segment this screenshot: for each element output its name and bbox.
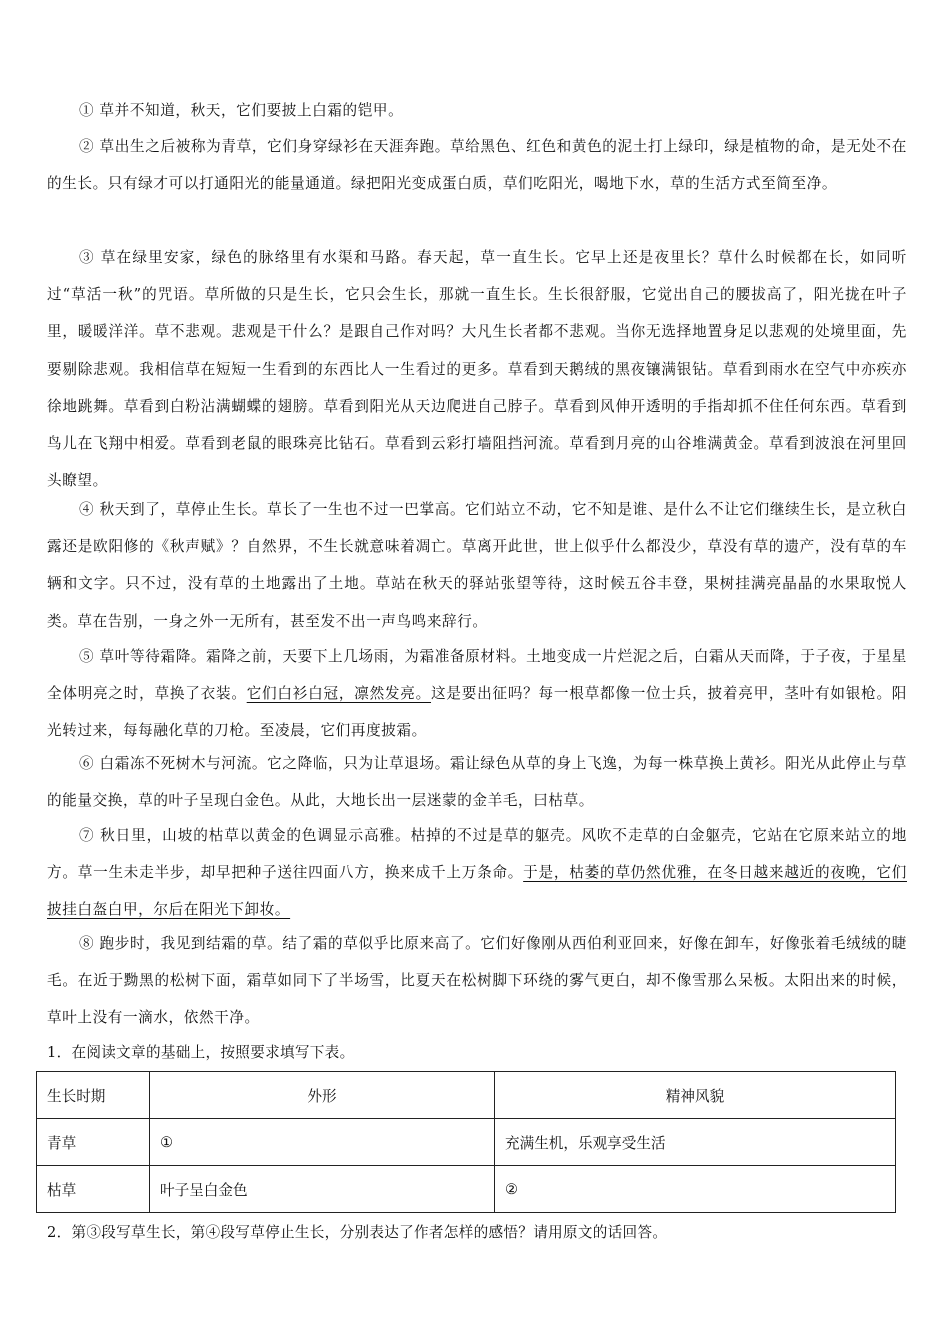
question-1: 1．在阅读文章的基础上，按照要求填写下表。 bbox=[47, 1044, 355, 1061]
paragraph-6: ⑥ 白霜冻不死树木与河流。它之降临，只为让草退场。霜让绿色从草的身上飞逸，为每一株草换上黄衫。阳光从此停止与草的能量交换，草的叶子呈现白金色。从此，大地长出一层迷蒙的金羊毛，曰枯草。 bbox=[47, 755, 907, 810]
paragraph-7-text-a: ⑦ 秋日里，山坡的枯草以黄金的色调显示高雅。枯掉的不过是草的躯壳。风吹不走草的白金躯壳，它站在它原来站立的地方。草一生未走半步，却早把种子送往四面八方，换来成千上万条命。 bbox=[47, 827, 907, 882]
paragraph-5-text-b: 这是要出征吗？每一根草都像一位士兵，披着亮甲，茎叶有如银枪。阳光转过来，每每融化草的刀枪。至凌晨，它们再度披霜。 bbox=[47, 685, 908, 740]
answer-table bbox=[36, 1071, 896, 1213]
table-cell-blank-2[interactable]: ② bbox=[495, 1166, 896, 1213]
paragraph-5-underlined: 它们白衫白冠，凛然发亮。 bbox=[246, 685, 432, 703]
table-cell-blank-1[interactable]: ① bbox=[150, 1119, 495, 1166]
question-2: 2．第③段写草生长，第④段写草停止生长，分别表达了作者怎样的感悟？请用原文的话回答。 bbox=[47, 1224, 668, 1241]
paragraph-7 bbox=[47, 817, 907, 929]
table-cell: 充满生机，乐观享受生活 bbox=[495, 1119, 896, 1166]
table-header-row bbox=[37, 1072, 896, 1119]
paragraph-8: ⑧ 跑步时，我见到结霜的草。结了霜的草似乎比原来高了。它们好像刚从西伯利亚回来，好像在卸车，好像张着毛绒绒的睫毛。在近于黝黑的松树下面，霜草如同下了半场雪，比夏天在松树脚下环绕的雾气更白，却不像雪那么呆板。太阳出来的时候，草叶上没有一滴水，依然干净。 bbox=[47, 935, 907, 1027]
paragraph-1: ① 草并不知道，秋天，它们要披上白霜的铠甲。 bbox=[79, 102, 404, 119]
table-row bbox=[37, 1166, 896, 1213]
paragraph-7-underlined: 于是，枯萎的草仍然优雅，在冬日越来越近的夜晚，它们披挂白盔白甲，尔后在阳光下卸妆。 bbox=[47, 864, 907, 919]
paragraph-3: ③ 草在绿里安家，绿色的脉络里有水渠和马路。春天起，草一直生长。它早上还是夜里长？草什么时候都在长，如同听过“草活一秋”的咒语。草所做的只是生长，它只会生长，那就一直生长。生长很舒服，它觉出自己的腰拔高了，阳光拢在叶子里，暖暖洋洋。草不悲观。悲观是干什么？是跟自己作对吗？大凡生长者都不悲观。当你无选择地置身足以悲观的处境里面，先要剔除悲观。我相信草在短短一生看到的东西比人一生看过的更多。草看到天鹅绒的黑夜镶满银钻。草看到雨水在空气中亦疾亦徐地跳舞。草看到白粉沾满蝴蝶的翅膀。草看到阳光从天边爬进自己脖子。草看到风伸开透明的手指却抓不住任何东西。草看到鸟儿在飞翔中相爱。草看到老鼠的眼珠亮比钻石。草看到云彩打墙阻挡河流。草看到月亮的山谷堆满黄金。草看到波浪在河里回头瞭望。 bbox=[47, 249, 907, 490]
table-header-cell: 精神风貌 bbox=[495, 1072, 896, 1119]
table-header-cell: 外形 bbox=[150, 1072, 495, 1119]
paragraph-5 bbox=[47, 638, 907, 750]
paragraph-5-text-a: ⑤ 草叶等待霜降。霜降之前，天要下上几场雨，为霜准备原材料。土地变成一片烂泥之后，白霜从天而降，于子夜，于星星全体明亮之时，草换了衣装。 bbox=[47, 648, 907, 703]
table-cell: 叶子呈白金色 bbox=[150, 1166, 495, 1213]
table-cell: 青草 bbox=[37, 1119, 150, 1166]
table-row bbox=[37, 1119, 896, 1166]
paragraph-2: ② 草出生之后被称为青草，它们身穿绿衫在天涯奔跑。草给黑色、红色和黄色的泥土打上绿印，绿是植物的命，是无处不在的生长。只有绿才可以打通阳光的能量通道。绿把阳光变成蛋白质，草们吃阳光，喝地下水，草的生活方式至简至净。 bbox=[47, 138, 907, 193]
table-cell: 枯草 bbox=[37, 1166, 150, 1213]
paragraph-4: ④ 秋天到了，草停止生长。草长了一生也不过一巴掌高。它们站立不动，它不知是谁、是什么不让它们继续生长，是立秋白露还是欧阳修的《秋声赋》？自然界，不生长就意味着凋亡。草离开此世，世上似乎什么都没少，草没有草的遗产，没有草的车辆和文字。只不过，没有草的土地露出了土地。草站在秋天的驿站张望等待，这时候五谷丰登，果树挂满亮晶晶的水果取悦人类。草在告别，一身之外一无所有，甚至发不出一声鸟鸣来辞行。 bbox=[47, 501, 907, 630]
table-header-cell: 生长时期 bbox=[37, 1072, 150, 1119]
